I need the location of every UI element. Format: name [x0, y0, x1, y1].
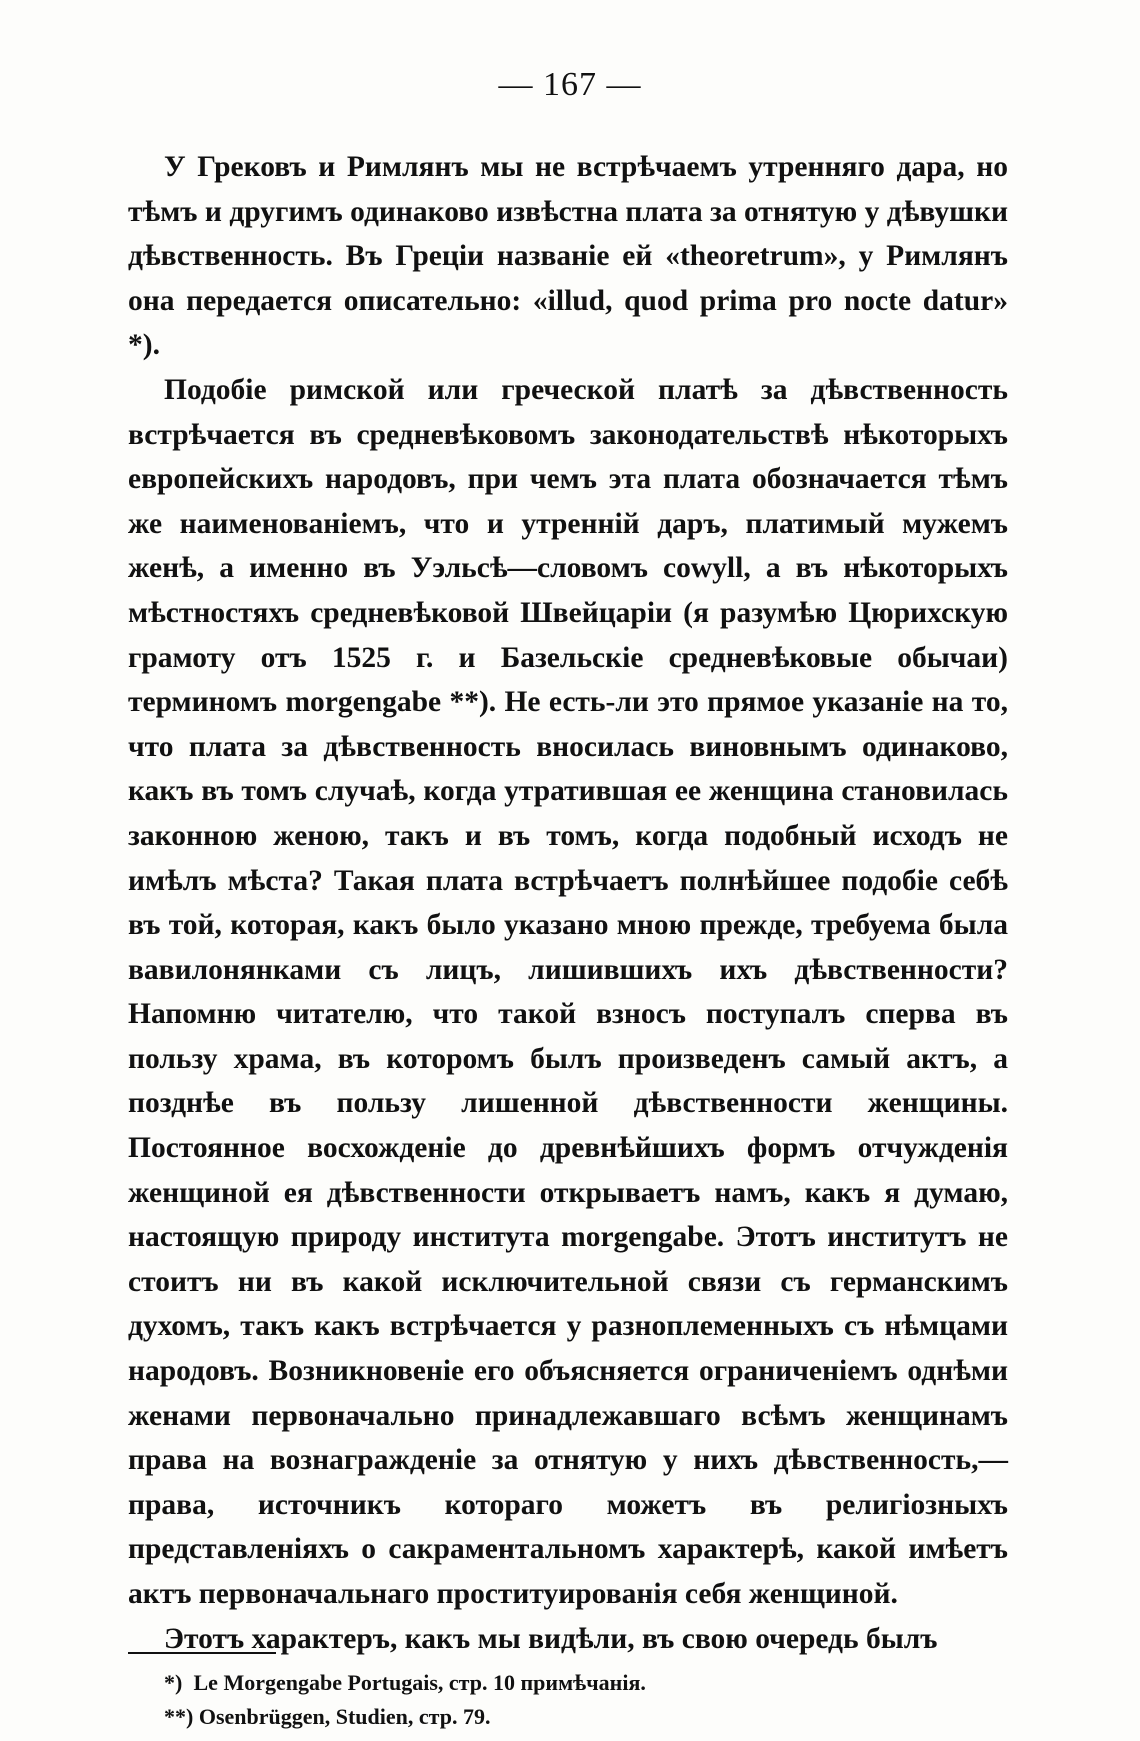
page-number: — 167 — — [498, 66, 642, 103]
body-text — [128, 145, 1008, 1661]
paragraph-1: У Грековъ и Римлянъ мы не встрѣчаемъ утренняго дара, но тѣмъ и другимъ одинаково извѣстна плата за отнятую у дѣвушки дѣвственность. Въ Греціи названіе ей «theoretrum», у Римлянъ она передается описательно: «illud, quod prima pro nocte datur» *). — [128, 151, 1008, 362]
footnote-2 — [128, 1700, 1008, 1734]
footnote-2-text: Osenbrüggen, Studien, стр. 79. — [198, 1704, 491, 1729]
paragraph-3: Этотъ характеръ, какъ мы видѣли, въ свою очередь былъ — [164, 1622, 938, 1655]
footnote-separator — [128, 1652, 276, 1654]
footnote-1-text: Le Morgengabe Portugais, стр. 10 примѣчанія. — [193, 1670, 646, 1695]
footnote-1-mark: *) — [164, 1670, 183, 1695]
footnotes — [128, 1666, 1008, 1734]
footnote-2-mark: **) — [164, 1704, 194, 1729]
paragraph-2: Подобіе римской или греческой платѣ за дѣвственность встрѣчается въ средневѣковомъ законодательствѣ нѣкоторыхъ европейскихъ народовъ, при чемъ эта плата обозначается тѣмъ же наименованіемъ, что и утренній даръ, платимый мужемъ женѣ, а именно въ Уэльсѣ—словомъ cowyll, а въ нѣкоторыхъ мѣстностяхъ средневѣковой Швейцаріи (я разумѣю Цюрихскую грамоту отъ 1525 г. и Базельскіе средневѣковые обычаи) терминомъ morgengabe **). Не есть-ли это прямое указаніе на то, что плата за дѣвственность вносилась виновнымъ одинаково, какъ въ томъ случаѣ, когда утратившая ее женщина становилась законною женою, такъ и въ томъ, когда подобный исходъ не имѣлъ мѣста? Такая плата встрѣчаетъ полнѣйшее подобіе себѣ въ той, которая, какъ было указано мною прежде, требуема была вавилонянками съ лицъ, лишившихъ ихъ дѣвственности? Напомню читателю, что такой взносъ поступалъ сперва въ пользу храма, въ которомъ былъ произведенъ самый актъ, а позднѣе въ пользу лишенной дѣвственности женщины. Постоянное восхожденіе до древнѣйшихъ формъ отчужденія женщиной ея дѣвственности открываетъ намъ, какъ я думаю, настоящую природу института morgengabe. Этотъ институтъ не стоитъ ни въ какой исключительной связи съ германскимъ духомъ, такъ какъ встрѣчается у разноплеменныхъ съ нѣмцами народовъ. Возникновеніе его объясняется ограниченіемъ однѣми женами первоначально принадлежавшаго всѣмъ женщинамъ права на вознагражденіе за отнятую у нихъ дѣвственность,—права, источникъ котораго можетъ въ религіозныхъ представленіяхъ о сакраментальномъ характерѣ, какой имѣетъ актъ первоначальнаго проституированія себя женщиной. — [128, 373, 1008, 1610]
footnote-1 — [128, 1666, 1008, 1700]
